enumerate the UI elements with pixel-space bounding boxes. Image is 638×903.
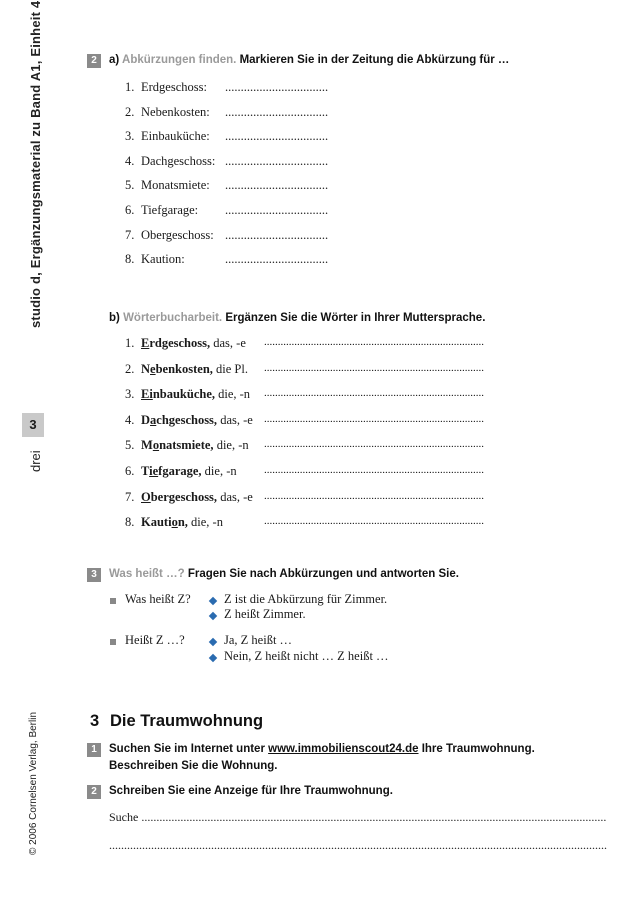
term-stress: a — [150, 412, 157, 427]
item-term — [141, 464, 237, 479]
term-part: D — [141, 412, 151, 427]
task-instruction: Ihre Traumwohnung. — [418, 743, 535, 755]
answer-dots: ................................. — [225, 153, 329, 168]
term-part: N — [141, 361, 151, 376]
item-term — [141, 413, 253, 428]
chapter-task1-line2: Beschreiben Sie die Wohnung. — [109, 760, 278, 772]
task-2a-heading — [109, 54, 509, 66]
chapter-title: Die Traumwohnung — [110, 712, 264, 730]
task-instruction: Fragen Sie nach Abkürzungen und antworten Sie. — [187, 568, 459, 580]
answer-text: Z ist die Abkürzung für Zimmer. — [224, 592, 388, 606]
task-prefix: a) — [109, 54, 120, 66]
term-word — [141, 490, 217, 504]
item-term: Erdgeschoss: — [141, 80, 207, 94]
item-number: 4. — [125, 153, 135, 168]
answer-dots: ................................................................................ — [264, 464, 484, 476]
answer-text: Nein, Z heißt nicht … Z heißt … — [224, 649, 389, 663]
term-part: benkosten, — [155, 361, 213, 376]
item-number: 7. — [125, 489, 135, 504]
term-word — [141, 438, 214, 452]
term-word — [141, 515, 188, 529]
item-number: 6. — [125, 203, 135, 217]
item-number: 6. — [125, 464, 135, 478]
task-badge: 2 — [87, 785, 101, 799]
item-term: Nebenkosten: — [141, 104, 210, 119]
chapter-heading — [90, 712, 263, 731]
copyright: © 2006 Cornelsen Verlag, Berlin — [28, 711, 39, 855]
term-part: chgeschoss, — [156, 412, 218, 427]
item-number: 5. — [125, 438, 135, 453]
term-word — [141, 413, 217, 427]
item-term: Dachgeschoss: — [141, 153, 216, 168]
writing-line — [109, 810, 606, 825]
term-stress: E — [141, 336, 150, 350]
item-term: Kaution: — [141, 252, 185, 267]
item-number: 1. — [125, 336, 135, 350]
answer-dots: ................................................................................ — [264, 489, 484, 502]
task-instruction: Suchen Sie im Internet unter — [109, 743, 269, 755]
term-grammar: die, -n — [215, 387, 251, 402]
term-part: nbauküche, — [152, 387, 215, 402]
item-term — [141, 387, 250, 402]
term-grammar: das, -e — [217, 489, 253, 504]
item-term — [141, 336, 246, 351]
item-term: Einbauküche: — [141, 129, 210, 144]
answer-dots: ................................................................................ — [264, 515, 484, 528]
answer-dots: ................................................................................ — [264, 412, 484, 425]
answer-dots: ................................. — [225, 203, 329, 217]
task-prefix: b) — [109, 312, 120, 324]
term-part: rdgeschoss, — [149, 336, 211, 350]
question-text: Heißt Z …? — [125, 633, 185, 647]
term-grammar: das, -e — [210, 336, 246, 350]
term-part: natsmiete, — [159, 438, 214, 453]
diamond-bullet-icon — [209, 638, 217, 646]
task-3-heading — [109, 568, 459, 580]
term-grammar: die Pl. — [212, 361, 248, 376]
answer-dots: ................................................................................ — [264, 361, 484, 374]
item-number: 3. — [125, 387, 135, 402]
term-grammar: die, -n — [201, 464, 237, 478]
item-number: 3. — [125, 129, 135, 144]
answer-dots: ................................................................................ — [264, 438, 484, 451]
task-2b-heading — [109, 312, 485, 324]
item-term: Monatsmiete: — [141, 178, 210, 193]
task-gray-label: Abkürzungen finden. — [122, 54, 237, 66]
term-stress: o — [152, 438, 160, 453]
item-number: 2. — [125, 104, 135, 119]
item-number: 8. — [125, 515, 135, 530]
writing-line-label: Suche — [109, 810, 139, 824]
term-stress: Ei — [141, 387, 153, 402]
item-term — [141, 515, 223, 530]
item-term — [141, 490, 253, 505]
diamond-bullet-icon — [209, 597, 217, 605]
term-stress: o — [171, 515, 178, 530]
term-part: bergeschoss, — [150, 489, 218, 504]
answer-text: Ja, Z heißt … — [224, 633, 293, 647]
item-number: 4. — [125, 412, 135, 427]
item-term — [141, 438, 249, 453]
task-gray-label: Wörterbucharbeit. — [123, 312, 223, 324]
square-bullet-icon — [110, 639, 116, 645]
website-link[interactable]: www.immobilienscout24.de — [268, 743, 419, 755]
task-instruction: Ergänzen Sie die Wörter in Ihrer Muttersprache. — [225, 312, 486, 324]
term-grammar: die, -n — [187, 515, 223, 530]
term-part: M — [141, 438, 153, 453]
chapter-task1-line1 — [109, 743, 535, 755]
square-bullet-icon — [110, 598, 116, 604]
sidebar-page-number: 3 — [29, 417, 37, 432]
answer-dots: ................................. — [225, 227, 329, 242]
term-part: Kauti — [141, 515, 172, 530]
term-stress: ie — [149, 464, 159, 478]
chapter-number: 3 — [90, 712, 100, 730]
item-term: Tiefgarage: — [141, 203, 199, 217]
answer-dots: ................................................................................ — [264, 387, 484, 400]
term-word — [141, 362, 213, 376]
task-gray-label: Was heißt …? — [109, 568, 185, 580]
answer-dots: ................................. — [225, 104, 329, 119]
answer-dots: ................................. — [225, 129, 329, 144]
item-number: 8. — [125, 252, 135, 267]
term-grammar: die, -n — [213, 438, 249, 453]
term-part: n, — [177, 515, 188, 530]
item-number: 2. — [125, 361, 135, 376]
answer-dots: ................................. — [225, 252, 329, 267]
term-stress: e — [150, 361, 156, 376]
answer-dots: ................................................................................ — [264, 336, 484, 348]
answer-dots: ................................. — [225, 178, 329, 193]
item-number: 7. — [125, 227, 135, 242]
term-part: fgarage, — [158, 464, 202, 478]
term-grammar: das, -e — [217, 412, 253, 427]
task-badge: 1 — [87, 743, 101, 757]
item-term — [141, 362, 248, 377]
diamond-bullet-icon — [209, 654, 217, 662]
writing-line-dots: ...................................................................................................................................................................... — [109, 838, 607, 852]
answer-dots: ................................. — [225, 80, 329, 94]
task-badge: 2 — [87, 54, 101, 68]
item-number: 1. — [125, 80, 135, 94]
diamond-bullet-icon — [209, 612, 217, 620]
term-part: T — [141, 464, 150, 478]
writing-line — [109, 838, 607, 853]
task-badge: 3 — [87, 568, 101, 582]
chapter-task2-heading: Schreiben Sie eine Anzeige für Ihre Traumwohnung. — [109, 785, 393, 797]
item-number: 5. — [125, 178, 135, 193]
task-instruction: Markieren Sie in der Zeitung die Abkürzung für … — [239, 54, 510, 66]
term-stress: O — [141, 489, 151, 504]
writing-line-dots: ........................................................................................................................................................... — [141, 810, 607, 824]
term-word — [141, 336, 210, 350]
answer-text: Z heißt Zimmer. — [224, 607, 306, 621]
item-term: Obergeschoss: — [141, 227, 214, 242]
sidebar-title: studio d, Ergänzungsmaterial zu Band A1, Einheit 4 — [28, 0, 43, 328]
question-text: Was heißt Z? — [125, 592, 191, 606]
sidebar-page-word: drei — [28, 450, 43, 472]
term-word — [141, 464, 202, 478]
term-word — [141, 387, 215, 401]
